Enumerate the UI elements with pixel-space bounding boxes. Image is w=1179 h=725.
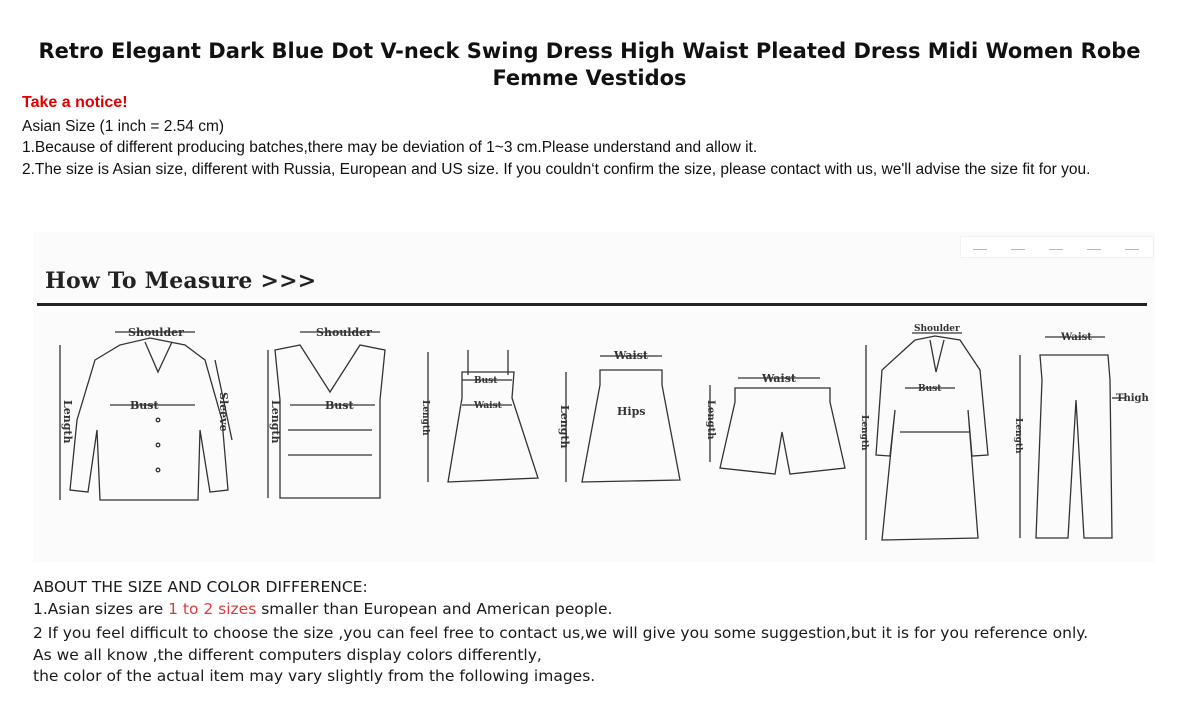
label-length-4: Length bbox=[558, 405, 571, 449]
label-hips: Hips bbox=[617, 405, 646, 418]
how-to-measure-heading: How To Measure >>> bbox=[45, 268, 317, 294]
about-point-1-start: 1.Asian sizes are bbox=[33, 600, 169, 618]
tank-top-diagram bbox=[268, 332, 385, 498]
trousers-diagram bbox=[1020, 337, 1125, 538]
about-point-1-end: smaller than European and American people. bbox=[256, 600, 613, 618]
blouse-diagram bbox=[60, 332, 232, 500]
trench-coat-diagram bbox=[866, 333, 988, 540]
asian-size-note: Asian Size (1 inch = 2.54 cm) bbox=[22, 118, 225, 135]
label-sleeve: Sleeve bbox=[217, 392, 230, 432]
label-length-5: Length bbox=[705, 400, 716, 440]
label-shoulder-6: Shoulder bbox=[914, 324, 960, 334]
shorts-diagram bbox=[710, 378, 845, 474]
label-length-7: Length bbox=[1013, 418, 1023, 454]
skirt-diagram bbox=[566, 356, 680, 482]
label-length-1: Length bbox=[61, 400, 74, 444]
about-heading: ABOUT THE SIZE AND COLOR DIFFERENCE: bbox=[33, 578, 368, 596]
label-shoulder-1: Shoulder bbox=[128, 326, 184, 339]
label-length-2: Length bbox=[269, 400, 282, 444]
label-bust-3: Bust bbox=[474, 376, 498, 386]
label-thigh: Thigh bbox=[1116, 393, 1149, 404]
about-color-line-1: As we all know ,the different computers display colors differently, bbox=[33, 646, 542, 664]
label-length-3: Length bbox=[420, 400, 430, 436]
label-shoulder-2: Shoulder bbox=[316, 326, 372, 339]
product-title: Retro Elegant Dark Blue Dot V-neck Swing Dress High Waist Pleated Dress Midi Women Robe Femme Vestidos bbox=[38, 39, 1141, 90]
about-color-line-2: the color of the actual item may vary slightly from the following images. bbox=[33, 667, 596, 685]
label-waist-7: Waist bbox=[1061, 332, 1092, 343]
label-waist-3: Waist bbox=[474, 401, 502, 411]
notice-point-1: 1.Because of different producing batches,there may be deviation of 1~3 cm.Please understand and allow it. bbox=[22, 139, 758, 156]
sling-dress-diagram bbox=[428, 350, 538, 482]
about-point-2: 2 If you feel difficult to choose the size ,you can feel free to contact us,we will give you some suggestion,but it is for you reference only. bbox=[33, 624, 1089, 642]
label-length-6: Length bbox=[859, 415, 869, 451]
size-difference-highlight: 1 to 2 sizes bbox=[168, 600, 257, 618]
label-waist-5: Waist bbox=[762, 372, 796, 385]
about-point-1 bbox=[33, 599, 612, 620]
label-bust-2: Bust bbox=[325, 399, 354, 412]
label-bust-6: Bust bbox=[918, 384, 942, 394]
label-bust-1: Bust bbox=[130, 399, 159, 412]
notice-heading: Take a notice! bbox=[22, 94, 128, 111]
notice-point-2: 2.The size is Asian size, different with Russia, European and US size. If you couldn‘t confirm the size, please contact with us, we'll advise the size fit for you. bbox=[22, 161, 1091, 178]
label-waist-4: Waist bbox=[614, 349, 648, 362]
